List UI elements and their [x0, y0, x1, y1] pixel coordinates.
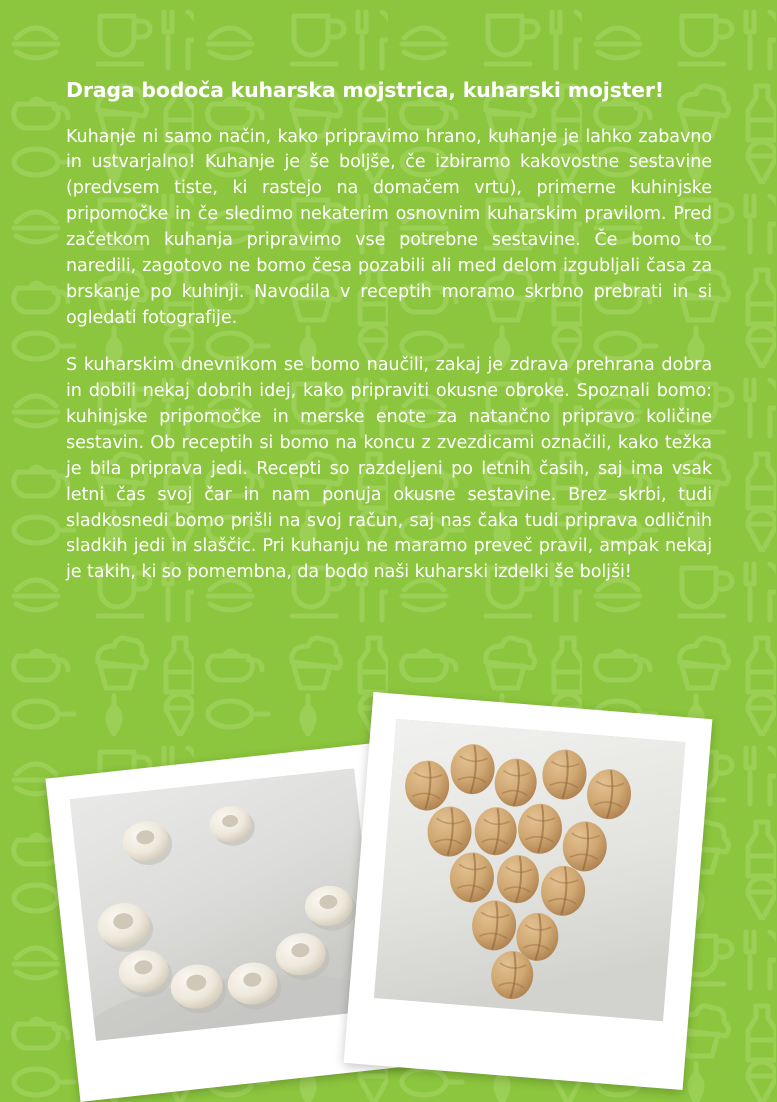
paragraph-1: Kuhanje ni samo način, kako pripravimo hrano, kuhanje je lahko zabavno in ustvarjalno! Kuhanje je še boljše, če izbiramo kakovostne sestavine (predvsem tiste, ki rastejo na domačem vrtu), primerne kuhinjske pripomočke in če sledimo nekaterim osnovnim kuharskim pravilom. Pred začetkom kuhanja pripravimo vse potrebne sestavine. Če bomo to naredili, zagotovo ne bomo česa pozabili ali med delom izgubljali časa za brskanje po kuhinji. Navodila v receptih moramo skrbno prebrati in si ogledati fotografije. — [66, 126, 712, 328]
walnuts-photo-image — [374, 719, 686, 1021]
page-title: Draga bodoča kuharska mojstrica, kuharski mojster! — [66, 78, 664, 102]
mushrooms-photo-image — [70, 768, 381, 1040]
paragraph-2: S kuharskim dnevnikom se bomo naučili, zakaj je zdrava prehrana dobra in dobili nekaj dobrih idej, kako pripraviti okusne obroke. Spoznali bomo: kuhinjske pripomočke in merske enote za natančno pripravo količine sestavin. Ob receptih si bomo na koncu z zvezdicami označili, kako težka je bila priprava jedi. Recepti so razdeljeni po letnih časih, saj ima vsak letni čas svoj čar in nam ponuja okusne sestavine. Brez skrbi, tudi sladkosnedi bomo prišli na svoj račun, saj nas čaka tudi priprava odličnih sladkih jedi in slaščic. Pri kuhanju ne maramo preveč pravil, ampak nekaj je takih, ki so pomembna, da bodo naši kuharski izdelki še boljši! — [66, 355, 712, 583]
page-number: 4 — [383, 1055, 394, 1070]
article-body — [66, 78, 712, 586]
walnuts-photo — [344, 692, 713, 1090]
